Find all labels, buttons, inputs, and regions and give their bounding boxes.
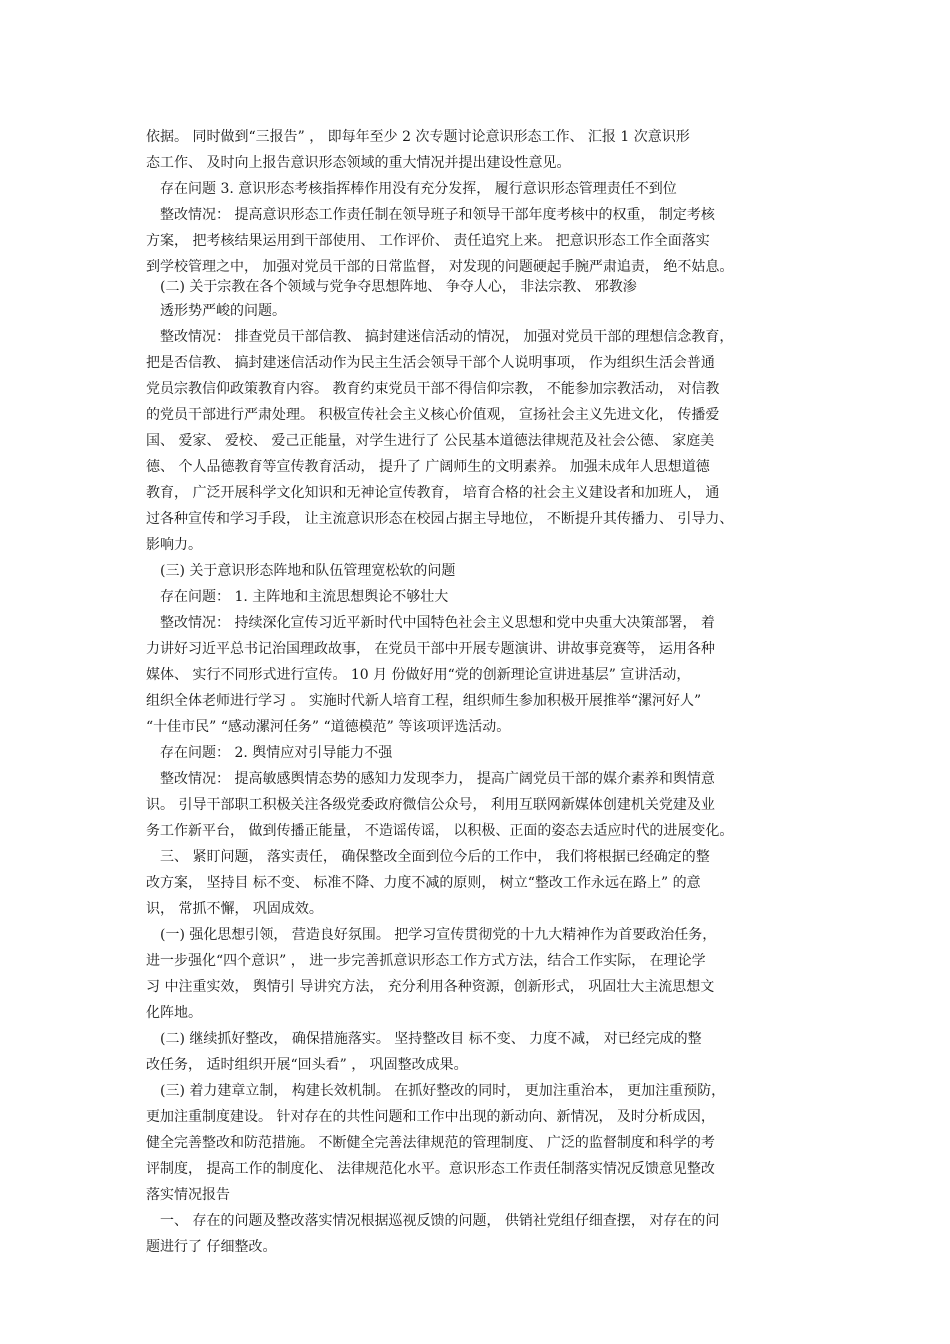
- text-line: 务工作新平台， 做到传播正能量， 不造谣传谣， 以积极、正面的姿态去适应时代的进展变化。: [146, 823, 734, 839]
- text-line: 影响力。: [146, 537, 202, 553]
- text-line: 媒体、 实行不同形式进行宣传。 10 月 份做好用“党的创新理论宣讲进基层” 宣讲活动，: [146, 667, 691, 683]
- text-line: 存在问题： 2. 舆情应对引导能力不强: [160, 745, 393, 761]
- text-line: 国、 爱家、 爱校、 爱己正能量，对学生进行了 公民基本道德法律规范及社会公德、 家庭美: [146, 433, 715, 449]
- text-line: (一) 强化思想引领， 营造良好氛围。 把学习宣传贯彻党的十九大精神作为首要政治任务，: [160, 927, 717, 943]
- text-line: “十佳市民” “感动漯河任务” “道德模范” 等该项评选活动。: [146, 719, 511, 735]
- text-line: 到学校管理之中， 加强对党员干部的日常监督， 对发现的问题硬起手腕严肃追责， 绝不姑息。: [146, 259, 734, 275]
- text-line: 题进行了 仔细整改。: [146, 1239, 277, 1255]
- text-line: 党员宗教信仰政策教育内容。 教育约束党员干部不得信仰宗教， 不能参加宗教活动， 对信教: [146, 381, 720, 397]
- text-line: 态工作、 及时向上报告意识形态领域的重大情况并提出建设性意见。: [146, 155, 571, 171]
- text-line: 更加注重制度建设。 针对存在的共性问题和工作中出现的新动向、新情况， 及时分析成因，: [146, 1109, 715, 1125]
- text-line: 识， 常抓不懈， 巩固成效。: [146, 901, 323, 917]
- text-line: 组织全体老师进行学习 。 实施时代新人培育工程，组织师生参加积极开展推举“漯河好人”: [146, 693, 702, 709]
- text-line: 把是否信教、 搞封建迷信活动作为民主生活会领导干部个人说明事项， 作为组织生活会普通: [146, 355, 715, 371]
- text-line: 三、 紧盯问题， 落实责任， 确保整改全面到位今后的工作中， 我们将根据已经确定的整: [160, 849, 710, 865]
- text-line: 改方案， 坚持目 标不变、 标准不降、力度不减的原则， 树立“整改工作永远在路上” 的意: [146, 875, 701, 891]
- text-line: 透形势严峻的问题。: [160, 303, 286, 319]
- text-line: 一、 存在的问题及整改落实情况根据巡视反馈的问题， 供销社党组仔细查摆， 对存在的问: [160, 1213, 720, 1229]
- text-line: 整改情况： 提高敏感舆情态势的感知力发现李力， 提高广阔党员干部的媒介素养和舆情意: [160, 771, 715, 787]
- text-line: 整改情况： 提高意识形态工作责任制在领导班子和领导干部年度考核中的权重， 制定考核: [160, 207, 715, 223]
- text-line: 整改情况： 排查党员干部信教、 搞封建迷信活动的情况， 加强对党员干部的理想信念教育，: [160, 329, 734, 345]
- text-line: 存在问题： 1. 主阵地和主流思想舆论不够壮大: [160, 589, 449, 605]
- text-line: 进一步强化“四个意识” ， 进一步完善抓意识形态工作方式方法，结合工作实际， 在理论学: [146, 953, 706, 969]
- text-line: 存在问题 3. 意识形态考核指挥棒作用没有充分发挥， 履行意识形态管理责任不到位: [160, 181, 677, 197]
- text-line: 评制度， 提高工作的制度化、 法律规范化水平。意识形态工作责任制落实情况反馈意见整改: [146, 1161, 715, 1177]
- text-line: (三) 关于意识形态阵地和队伍管理宽松软的问题: [160, 563, 456, 579]
- text-line: 健全完善整改和防范措施。 不断健全完善法律规范的管理制度、 广泛的监督制度和科学的考: [146, 1135, 715, 1151]
- text-line: 依据。 同时做到“三报告” ， 即每年至少 2 次专题讨论意识形态工作、 汇报 1 次意识形: [146, 129, 690, 145]
- text-line: (二) 继续抓好整改， 确保措施落实。 坚持整改目 标不变、 力度不减， 对已经完成的整: [160, 1031, 702, 1047]
- text-line: 过各种宣传和学习手段， 让主流意识形态在校园占据主导地位， 不断提升其传播力、 引导力、: [146, 511, 734, 527]
- text-line: (三) 着力建章立制， 构建长效机制。 在抓好整改的同时， 更加注重治本， 更加注重预防，: [160, 1083, 726, 1099]
- text-line: 德、 个人品德教育等宣传教育活动， 提升了 广阔师生的文明素养。 加强未成年人思想道德: [146, 459, 710, 475]
- text-line: 教育， 广泛开展科学文化知识和无神论宣传教育， 培育合格的社会主义建设者和加班人， 通: [146, 485, 720, 501]
- text-line: 的党员干部进行严肃处理。 积极宣传社会主义核心价值观， 宣扬社会主义先进文化， 传播爱: [146, 407, 720, 423]
- text-line: 力讲好习近平总书记治国理政故事， 在党员干部中开展专题演讲、讲故事竞赛等， 运用各种: [146, 641, 715, 657]
- text-line: 习 中注重实效， 舆情引 导讲究方法， 充分利用各种资源，创新形式， 巩固壮大主流思想文: [146, 979, 715, 995]
- text-line: 改任务， 适时组织开展“回头看” ， 巩固整改成果。: [146, 1057, 468, 1073]
- text-line: 方案， 把考核结果运用到干部使用、 工作评价、 责任追究上来。 把意识形态工作全面落实: [146, 233, 710, 249]
- text-line: 化阵地。: [146, 1005, 202, 1021]
- text-line: 识。 引导干部职工积极关注各级党委政府微信公众号， 利用互联网新媒体创建机关党建及业: [146, 797, 715, 813]
- text-line: 落实情况报告: [146, 1187, 230, 1203]
- text-line: 整改情况： 持续深化宣传习近平新时代中国特色社会主义思想和党中央重大决策部署， 着: [160, 615, 715, 631]
- text-line: (二) 关于宗教在各个领域与党争夺思想阵地、 争夺人心， 非法宗教、 邪教渗: [160, 279, 637, 295]
